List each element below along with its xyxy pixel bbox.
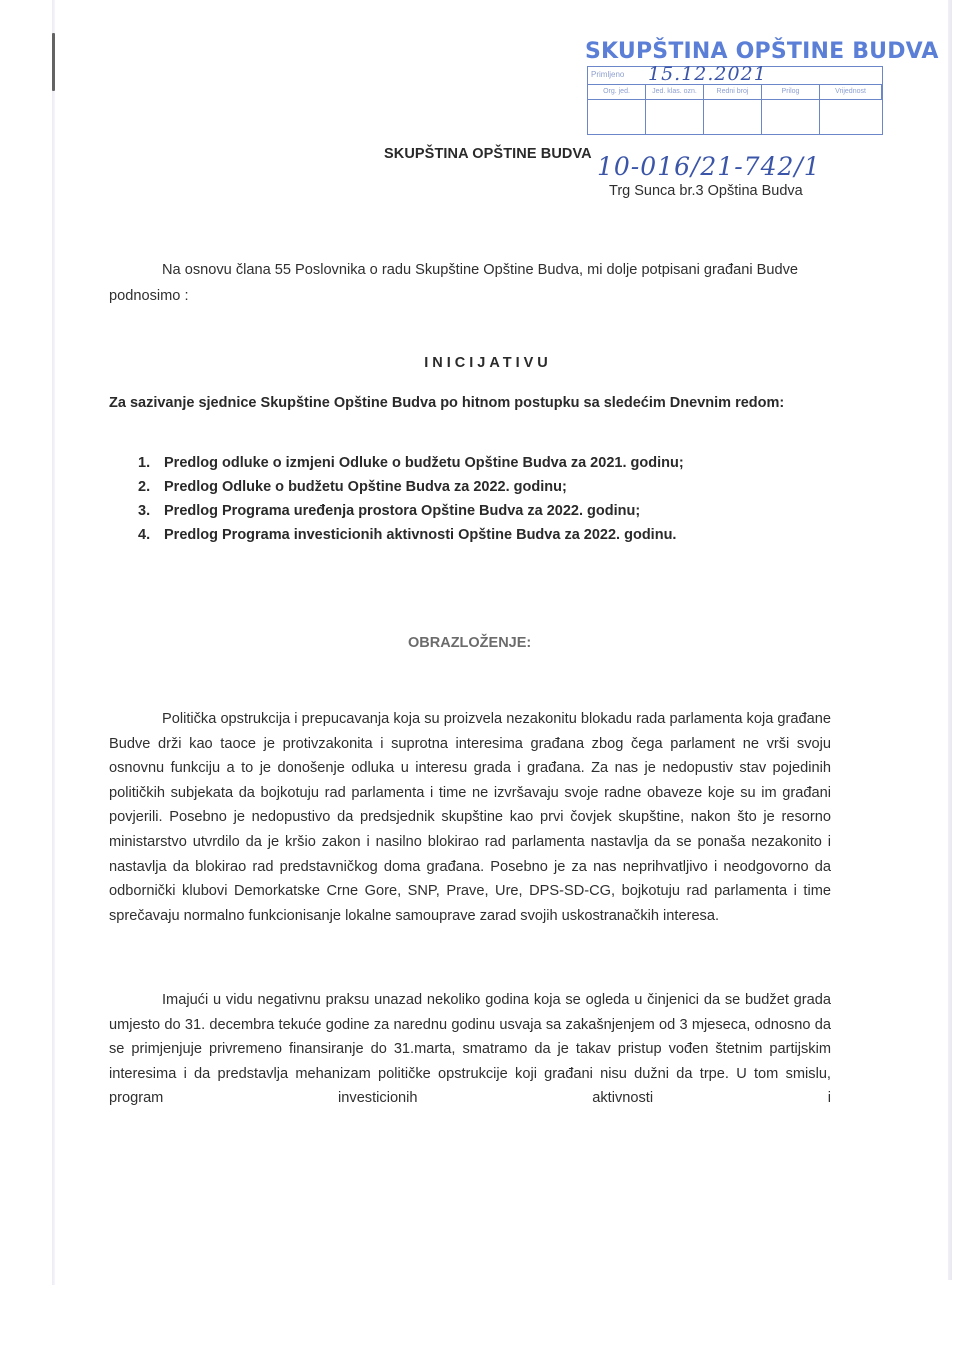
page-edge-right — [948, 0, 952, 1280]
margin-mark — [52, 33, 55, 91]
explanation-title: OBRAZLOŽENJE: — [408, 635, 532, 651]
stamp-cell — [588, 100, 646, 134]
intro-paragraph — [109, 257, 831, 309]
agenda-item-number: 2. — [138, 479, 151, 495]
agenda-list — [138, 451, 684, 547]
agenda-item-number: 1. — [138, 455, 151, 471]
stamp-cell — [646, 100, 704, 134]
agenda-item-text: Predlog Programa investicionih aktivnosti Opštine Budva za 2022. godinu. — [164, 527, 677, 543]
explanation-paragraph — [109, 988, 831, 1111]
agenda-item — [138, 451, 684, 475]
stamp-registry-number: 10-016/21-742/1 — [597, 152, 821, 181]
stamp-cell — [762, 100, 820, 134]
agenda-item-number: 3. — [138, 503, 151, 519]
stamp-column-header: Redni broj — [704, 85, 762, 100]
stamp-column-header: Jed. klas. ozn. — [646, 85, 704, 100]
agenda-item-number: 4. — [138, 527, 151, 543]
initiative-intro: Za sazivanje sjednice Skupštine Opštine Budva po hitnom postupku sa sledećim Dnevnim redom: — [109, 395, 785, 411]
recipient-heading: SKUPŠTINA OPŠTINE BUDVA — [384, 146, 592, 162]
stamp-table — [587, 63, 883, 135]
page-edge-left — [52, 0, 55, 1285]
registry-stamp — [585, 39, 939, 181]
stamp-received-date: 15.12.2021 — [648, 63, 767, 85]
stamp-grid — [588, 85, 882, 134]
agenda-item — [138, 499, 684, 523]
agenda-item — [138, 523, 684, 547]
explanation-paragraph — [109, 707, 831, 928]
agenda-item-text: Predlog odluke o izmjeni Odluke o budžetu Opštine Budva za 2021. godinu; — [164, 455, 684, 471]
intro-text: Na osnovu člana 55 Poslovnika o radu Skupštine Opštine Budva, mi dolje potpisani građani Budve podnosimo : — [109, 262, 799, 304]
stamp-received-row — [588, 63, 882, 85]
agenda-item — [138, 475, 684, 499]
explanation-paragraph-text: Politička opstrukcija i prepucavanja koja su proizvela nezakonitu blokadu rada parlamenta koja građane Budve drži kao taoce je protivzakonita i suprotna interesima građana zbog čega parlament ne vrši svoju osnovnu funkciju a to je donošenje odluka u interesu grada i građana. Za nas je nedopustiv stav pojedinih političkih subjekata da bojkotuju rad parlamenta i time ne izvršavaju svoje radne obaveze koje su im građani povjerili. Posebno je nedopustivo da predsjednik skupštine kao prvi čovjek skupštine, nakon što je resorno ministarstvo utvrdilo da je kršio zakon i nasilno blokirao rad parlamenta nastavlja da se ponaša nezakonito i nastavlja da blokirao rad predstavničkog doma građana. Posebno je za nas neprihvatljivo i neodgovorno da odbornički klubovi Demorkatske Crne Gore, SNP, Prave, Ure, DPS-SD-CG, bojkotuju rad parlamenta i time sprečavaju normalno funkcionisanje lokalne samouprave zarad svojih uskostranačkih interesa. — [109, 711, 831, 924]
agenda-item-text: Predlog Programa uređenja prostora Opštine Budva za 2022. godinu; — [164, 503, 641, 519]
recipient-address: Trg Sunca br.3 Opština Budva — [609, 183, 803, 199]
stamp-column-header: Prilog — [762, 85, 820, 100]
stamp-cell — [820, 100, 882, 134]
stamp-received-label: Primljeno — [591, 70, 625, 79]
stamp-title: SKUPŠTINA OPŠTINE BUDVA — [585, 39, 939, 64]
initiative-title: INICIJATIVU — [424, 355, 552, 371]
stamp-column-header: Org. jed. — [588, 85, 646, 100]
stamp-column-header: Vrijednost — [820, 85, 882, 100]
stamp-cell — [704, 100, 762, 134]
agenda-item-text: Predlog Odluke o budžetu Opštine Budva za 2022. godinu; — [164, 479, 567, 495]
explanation-paragraph-text: Imajući u vidu negativnu praksu unazad nekoliko godina koja se ogleda u činjenici da se budžet grada umjesto do 31. decembra tekuće godine za narednu godinu usvaja sa zakašnjenjem od 3 mjeseca, odnosno da se primjenjuje privremeno finansiranje do 31.marta, smatramo da je takav pristup vođen štetnim partijskim interesima i da predstavlja mehanizam političke opstrukcije koji građani nisu dužni da trpe. U tom smislu, program investicionih aktivnosti i — [109, 992, 831, 1107]
